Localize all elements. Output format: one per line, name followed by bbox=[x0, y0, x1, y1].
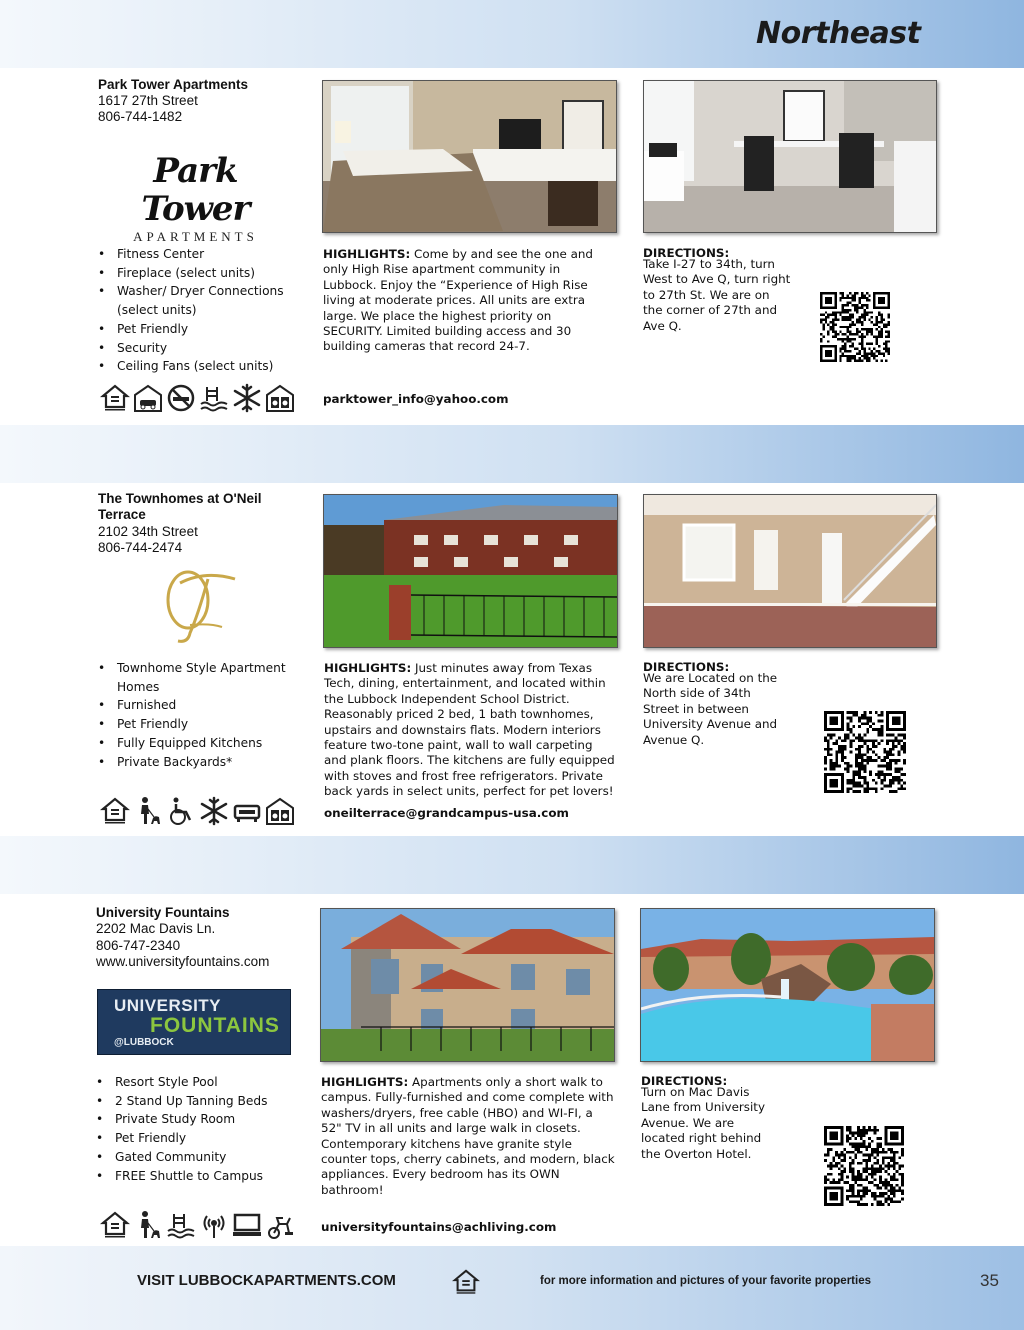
listing-address: 1617 27th Street bbox=[98, 93, 198, 108]
listing-phone: 806-744-1482 bbox=[98, 109, 183, 124]
directions-text: We are Located on the North side of 34th Street in between University Avenue and Avenue Q. bbox=[643, 671, 778, 747]
amenities-list bbox=[98, 659, 298, 771]
listing-name: The Townhomes at O'Neil Terrace bbox=[98, 491, 262, 522]
wifi-icon bbox=[199, 1210, 229, 1240]
logo-script-text: Park Tower bbox=[141, 151, 250, 229]
directions-label: DIRECTIONS: bbox=[643, 660, 730, 674]
amenity-item: • Private Backyards* bbox=[98, 753, 298, 772]
equal-housing-icon bbox=[100, 383, 130, 413]
pet-friendly-icon bbox=[133, 1210, 163, 1240]
highlights-label: HIGHLIGHTS: bbox=[323, 247, 411, 261]
footer-visit-link[interactable]: VISIT LUBBOCKAPARTMENTS.COM bbox=[137, 1272, 396, 1289]
amenity-item: • Security bbox=[98, 339, 298, 358]
townhome-interior-photo bbox=[643, 494, 937, 648]
qr-code-icon[interactable] bbox=[824, 1126, 904, 1206]
email-link[interactable]: oneilterrace@grandcampus-usa.com bbox=[324, 806, 569, 820]
qr-code-icon[interactable] bbox=[820, 292, 890, 362]
logo-line-3: @LUBBOCK bbox=[114, 1037, 174, 1048]
listing-address: 2102 34th Street bbox=[98, 524, 198, 539]
amenity-item: • Furnished bbox=[98, 696, 298, 715]
logo-caps-text: APARTMENTS bbox=[133, 229, 258, 244]
university-fountains-logo bbox=[97, 989, 291, 1055]
amenity-item: • FREE Shuttle to Campus bbox=[96, 1167, 296, 1186]
amenity-item: • Fully Equipped Kitchens bbox=[98, 734, 298, 753]
townhomes-exterior-photo bbox=[323, 494, 618, 648]
bedroom-photo bbox=[322, 80, 617, 233]
pet-friendly-icon bbox=[133, 796, 163, 826]
amenity-item: • Washer/ Dryer Connections (select units) bbox=[98, 282, 298, 319]
equal-housing-icon bbox=[100, 1210, 130, 1240]
pool-photo bbox=[640, 908, 935, 1062]
region-title: Northeast bbox=[756, 16, 921, 51]
amenity-icons-row bbox=[100, 796, 295, 826]
amenity-item: • Resort Style Pool bbox=[96, 1073, 296, 1092]
highlights-label: HIGHLIGHTS: bbox=[324, 661, 412, 675]
listing-address: 2202 Mac Davis Ln. bbox=[96, 921, 216, 936]
amenities-list bbox=[98, 245, 298, 376]
qr-code-icon[interactable] bbox=[824, 711, 906, 793]
section-divider bbox=[0, 836, 1024, 894]
listing-name: Park Tower Apartments bbox=[98, 77, 249, 92]
amenity-icons-row bbox=[100, 383, 295, 413]
pool-icon bbox=[166, 1210, 196, 1240]
snowflake-icon bbox=[232, 383, 262, 413]
highlights-text bbox=[321, 1075, 615, 1198]
no-smoking-icon bbox=[166, 383, 196, 413]
footer-info-text: for more information and pictures of your favorite properties bbox=[540, 1275, 871, 1287]
furnished-icon bbox=[232, 796, 262, 826]
computer-icon bbox=[232, 1210, 262, 1240]
highlights-body: Just minutes away from Texas Tech, dining, entertainment, and located within the Lubbock Independent School District. Reasonably priced 2 bed, 1 bath townhomes, upstairs and downstairs flats. Modern interiors feature two-tone paint, wall to wall carpeting and plank floors. The kitchens are fully equipped with stoves and frost free refrigerators. Private back yards in select units, perfect for pet lovers! bbox=[324, 661, 615, 799]
garage-icon bbox=[133, 383, 163, 413]
listing-website[interactable]: www.universityfountains.com bbox=[96, 954, 270, 969]
pool-icon bbox=[199, 383, 229, 413]
logo-line-2: FOUNTAINS bbox=[150, 1014, 280, 1037]
listing-phone: 806-744-2474 bbox=[98, 540, 183, 555]
highlights-body: Come by and see the one and only High Rise apartment community in Lubbock. Enjoy the “Experience of High Rise living at moderate prices. All units are extra large. We place the highest priority on SECURITY. Limited building access and 30 building cameras that record 24-7. bbox=[323, 247, 593, 354]
oneil-terrace-logo bbox=[160, 565, 240, 647]
listing-phone: 806-747-2340 bbox=[96, 938, 181, 953]
amenity-item: • Gated Community bbox=[96, 1148, 296, 1167]
fitness-icon bbox=[265, 1210, 295, 1240]
equal-housing-icon bbox=[100, 796, 130, 826]
equal-housing-icon bbox=[452, 1268, 480, 1296]
amenity-item: • 2 Stand Up Tanning Beds bbox=[96, 1092, 296, 1111]
page-number: 35 bbox=[980, 1271, 999, 1290]
amenity-item: • Townhome Style Apartment Homes bbox=[98, 659, 298, 696]
amenity-item: • Pet Friendly bbox=[98, 320, 298, 339]
washer-dryer-icon bbox=[265, 383, 295, 413]
directions-text: Take I-27 to 34th, turn West to Ave Q, turn right to 27th St. We are on the corner of 27th and Ave Q. bbox=[643, 257, 791, 333]
listing-name: University Fountains bbox=[96, 905, 230, 920]
amenity-item: • Fireplace (select units) bbox=[98, 264, 298, 283]
directions-label: DIRECTIONS: bbox=[641, 1074, 728, 1088]
section-divider bbox=[0, 425, 1024, 483]
logo-line-1: UNIVERSITY bbox=[114, 996, 222, 1015]
email-link[interactable]: parktower_info@yahoo.com bbox=[323, 392, 509, 406]
amenity-item: • Pet Friendly bbox=[98, 715, 298, 734]
office-photo bbox=[643, 80, 937, 233]
washer-dryer-icon bbox=[265, 796, 295, 826]
amenities-list bbox=[96, 1073, 296, 1185]
highlights-label: HIGHLIGHTS: bbox=[321, 1075, 409, 1089]
wheelchair-icon bbox=[166, 796, 196, 826]
amenity-icons-row bbox=[100, 1210, 295, 1240]
amenity-item: • Pet Friendly bbox=[96, 1129, 296, 1148]
snowflake-icon bbox=[199, 796, 229, 826]
amenity-item: • Private Study Room bbox=[96, 1110, 296, 1129]
email-link[interactable]: universityfountains@achliving.com bbox=[321, 1220, 557, 1234]
highlights-body: Apartments only a short walk to campus. Fully-furnished and come complete with washers/dryers, free cable (HBO) and WI-FI, a 52" TV in all units and large walk in closets. Contemporary kitchens have granite style counter tops, cherry cabinets, and modern, black appliances. Every bedroom has its OWN bathroom! bbox=[321, 1075, 615, 1197]
amenity-item: • Fitness Center bbox=[98, 245, 298, 264]
directions-label: DIRECTIONS: bbox=[643, 246, 730, 260]
directions-text: Turn on Mac Davis Lane from University Avenue. We are located right behind the Overton Hotel. bbox=[641, 1085, 765, 1161]
highlights-text bbox=[324, 661, 618, 800]
building-exterior-photo bbox=[320, 908, 615, 1062]
highlights-text bbox=[323, 247, 605, 355]
amenity-item: • Ceiling Fans (select units) bbox=[98, 357, 298, 376]
park-tower-logo bbox=[98, 151, 293, 244]
